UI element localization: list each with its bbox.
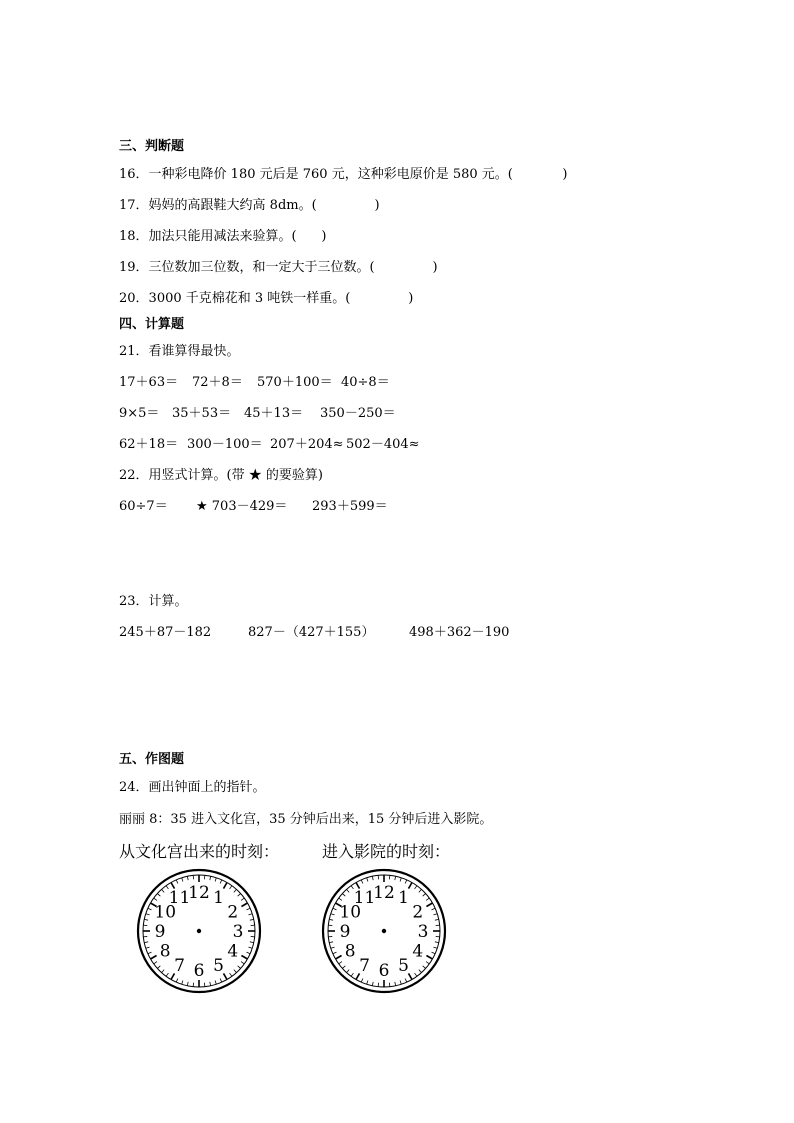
- clock-number: 2: [227, 902, 239, 923]
- clock-minute-tick: [339, 962, 342, 964]
- vertical-calc-item: ★ 703－429＝: [196, 499, 288, 514]
- clock-minute-tick: [220, 880, 222, 884]
- clock-number: 4: [412, 941, 424, 962]
- clock-minute-tick: [405, 880, 407, 884]
- clock-hour-tick: [426, 956, 432, 960]
- mixed-calc-item: 245＋87－182: [119, 625, 212, 640]
- clock-minute-tick: [215, 878, 216, 882]
- clock-minute-tick: [367, 980, 368, 984]
- clock-face-right[interactable]: [321, 868, 447, 994]
- clock-minute-tick: [146, 947, 150, 948]
- clock-minute-tick: [248, 947, 252, 948]
- clock-number: 2: [412, 902, 424, 923]
- calc-item: 40÷8＝: [341, 375, 390, 390]
- clock-hour-tick: [241, 956, 247, 960]
- clock-minute-tick: [433, 914, 437, 915]
- question-19: 19．三位数加三位数，和一定大于三位数。( ): [119, 260, 438, 275]
- clock-number: 9: [154, 922, 166, 942]
- clock-number: 6: [378, 961, 390, 981]
- clock-minute-tick: [162, 889, 165, 892]
- clock-minute-tick: [250, 919, 254, 920]
- clock-minute-tick: [419, 970, 422, 973]
- clock-minute-tick: [342, 966, 345, 969]
- clock-minute-tick: [148, 908, 152, 910]
- clock-minute-tick: [432, 952, 436, 954]
- clock-minute-tick: [238, 966, 241, 969]
- question-16: 16．一种彩电降价 180 元后是 760 元，这种彩电原价是 580 元。( ): [119, 167, 568, 182]
- clock-hour-tick: [409, 973, 413, 979]
- clock-minute-tick: [372, 982, 373, 986]
- clock-minute-tick: [148, 952, 152, 954]
- clock-minute-tick: [166, 973, 168, 976]
- calc-item: 72＋8＝: [192, 375, 243, 390]
- clock-minute-tick: [144, 919, 148, 920]
- clock-hour-tick: [336, 956, 342, 960]
- clock-minute-tick: [187, 876, 188, 880]
- clock-minute-tick: [435, 942, 439, 943]
- clock-label-right: 进入影院的时刻：: [322, 842, 451, 861]
- clock-minute-tick: [367, 878, 368, 882]
- clock-minute-tick: [405, 979, 407, 983]
- clock-minute-tick: [432, 908, 436, 910]
- clock-center-dot: [197, 929, 201, 933]
- question-24-prompt: 丽丽 8：35 进入文化宫，35 分钟后出来，15 分钟后进入影院。: [119, 812, 493, 827]
- clock-minute-tick: [241, 898, 244, 900]
- clock-number: 8: [159, 941, 171, 962]
- clock-minute-tick: [210, 982, 211, 986]
- calc-item: 207＋204≈: [270, 437, 344, 452]
- clock-number: 10: [339, 902, 362, 923]
- clock-minute-tick: [419, 889, 422, 892]
- calc-item: 45＋13＝: [244, 406, 304, 421]
- clock-hour-tick: [224, 973, 228, 979]
- clock-minute-tick: [176, 979, 178, 983]
- clock-minute-tick: [154, 962, 157, 964]
- clock-minute-tick: [433, 947, 437, 948]
- clock-minute-tick: [247, 908, 251, 910]
- clock-minute-tick: [347, 889, 350, 892]
- clock-minute-tick: [182, 980, 183, 984]
- question-23-title: 23．计算。: [119, 594, 188, 609]
- clock-minute-tick: [423, 966, 426, 969]
- calc-item: 350－250＝: [320, 406, 396, 421]
- clock-minute-tick: [331, 947, 335, 948]
- clock-number: 6: [193, 961, 205, 981]
- clock-minute-tick: [247, 952, 251, 954]
- clock-minute-tick: [333, 952, 337, 954]
- clock-minute-tick: [395, 982, 396, 986]
- clock-minute-tick: [339, 898, 342, 900]
- clock-minute-tick: [400, 878, 401, 882]
- question-20: 20．3000 千克棉花和 3 吨铁一样重。( ): [119, 291, 414, 306]
- clock-number: 8: [344, 941, 356, 962]
- clock-minute-tick: [329, 942, 333, 943]
- question-24-title: 24．画出钟面上的指针。: [119, 780, 266, 795]
- clock-minute-tick: [361, 979, 363, 983]
- clock-number: 7: [359, 955, 370, 976]
- clock-minute-tick: [372, 876, 373, 880]
- clock-hour-tick: [426, 903, 432, 907]
- clock-number: 5: [398, 955, 409, 976]
- clock-number: 12: [373, 883, 395, 903]
- clock-minute-tick: [423, 894, 426, 897]
- clock-minute-tick: [361, 880, 363, 884]
- clock-number: 11: [168, 888, 191, 909]
- clock-number: 11: [353, 888, 376, 909]
- clock-minute-tick: [182, 878, 183, 882]
- clock-number: 10: [154, 902, 177, 923]
- clock-number: 5: [213, 955, 224, 976]
- clock-minute-tick: [347, 970, 350, 973]
- clock-minute-tick: [157, 894, 160, 897]
- clock-minute-tick: [415, 973, 417, 976]
- clock-label-left: 从文化宫出来的时刻：: [119, 842, 280, 861]
- clock-minute-tick: [331, 914, 335, 915]
- calc-item: 35＋53＝: [172, 406, 232, 421]
- calc-item: 62＋18＝: [119, 437, 179, 452]
- vertical-calc-item: 60÷7＝: [119, 499, 168, 514]
- clock-minute-tick: [234, 889, 237, 892]
- calc-item: 300－100＝: [187, 437, 263, 452]
- clock-hour-tick: [241, 903, 247, 907]
- calc-item: 502－404≈: [346, 437, 420, 452]
- clock-number: 9: [339, 922, 351, 942]
- clock-number: 12: [188, 883, 210, 903]
- question-17: 17．妈妈的高跟鞋大约高 8dm。( ): [119, 198, 380, 213]
- clock-minute-tick: [230, 973, 232, 976]
- section-heading-drawing: 五、作图题: [119, 752, 185, 767]
- section-heading-calculation: 四、计算题: [119, 317, 185, 332]
- clock-hour-tick: [409, 883, 413, 889]
- calc-item: 9×5＝: [119, 406, 160, 421]
- calc-item: 17＋63＝: [119, 375, 179, 390]
- clock-minute-tick: [333, 908, 337, 910]
- clock-minute-tick: [238, 894, 241, 897]
- question-18: 18．加法只能用减法来验算。( ): [119, 229, 327, 244]
- clock-minute-tick: [234, 970, 237, 973]
- clock-minute-tick: [157, 966, 160, 969]
- clock-minute-tick: [241, 962, 244, 964]
- clock-minute-tick: [415, 886, 417, 889]
- question-21-title: 21．看谁算得最快。: [119, 344, 240, 359]
- clock-minute-tick: [230, 886, 232, 889]
- clock-minute-tick: [435, 919, 439, 920]
- clock-minute-tick: [329, 919, 333, 920]
- clock-number: 3: [417, 922, 429, 942]
- clock-center-dot: [382, 929, 386, 933]
- calc-item: 570＋100＝: [257, 375, 333, 390]
- clock-number: 4: [227, 941, 239, 962]
- clock-minute-tick: [395, 876, 396, 880]
- question-22-title: 22．用竖式计算。(带 ★ 的要验算): [119, 468, 323, 483]
- clock-minute-tick: [250, 942, 254, 943]
- clock-minute-tick: [248, 914, 252, 915]
- mixed-calc-item: 498＋362－190: [409, 625, 510, 640]
- clock-minute-tick: [154, 898, 157, 900]
- clock-face-left[interactable]: [136, 868, 262, 994]
- clock-number: 7: [174, 955, 185, 976]
- mixed-calc-item: 827－（427＋155）: [248, 625, 375, 640]
- clock-minute-tick: [426, 898, 429, 900]
- clock-minute-tick: [400, 980, 401, 984]
- clock-number: 1: [398, 888, 409, 909]
- clock-number: 3: [232, 922, 244, 942]
- clock-minute-tick: [342, 894, 345, 897]
- clock-minute-tick: [351, 973, 353, 976]
- clock-minute-tick: [426, 962, 429, 964]
- clock-minute-tick: [162, 970, 165, 973]
- clock-minute-tick: [187, 982, 188, 986]
- clock-hour-tick: [224, 883, 228, 889]
- section-heading-judgement: 三、判断题: [119, 139, 185, 154]
- clock-hour-tick: [151, 956, 157, 960]
- clock-minute-tick: [144, 942, 148, 943]
- clock-minute-tick: [146, 914, 150, 915]
- vertical-calc-item: 293＋599＝: [312, 499, 388, 514]
- clock-number: 1: [213, 888, 224, 909]
- clock-minute-tick: [210, 876, 211, 880]
- clock-minute-tick: [215, 980, 216, 984]
- clock-minute-tick: [176, 880, 178, 884]
- clock-minute-tick: [220, 979, 222, 983]
